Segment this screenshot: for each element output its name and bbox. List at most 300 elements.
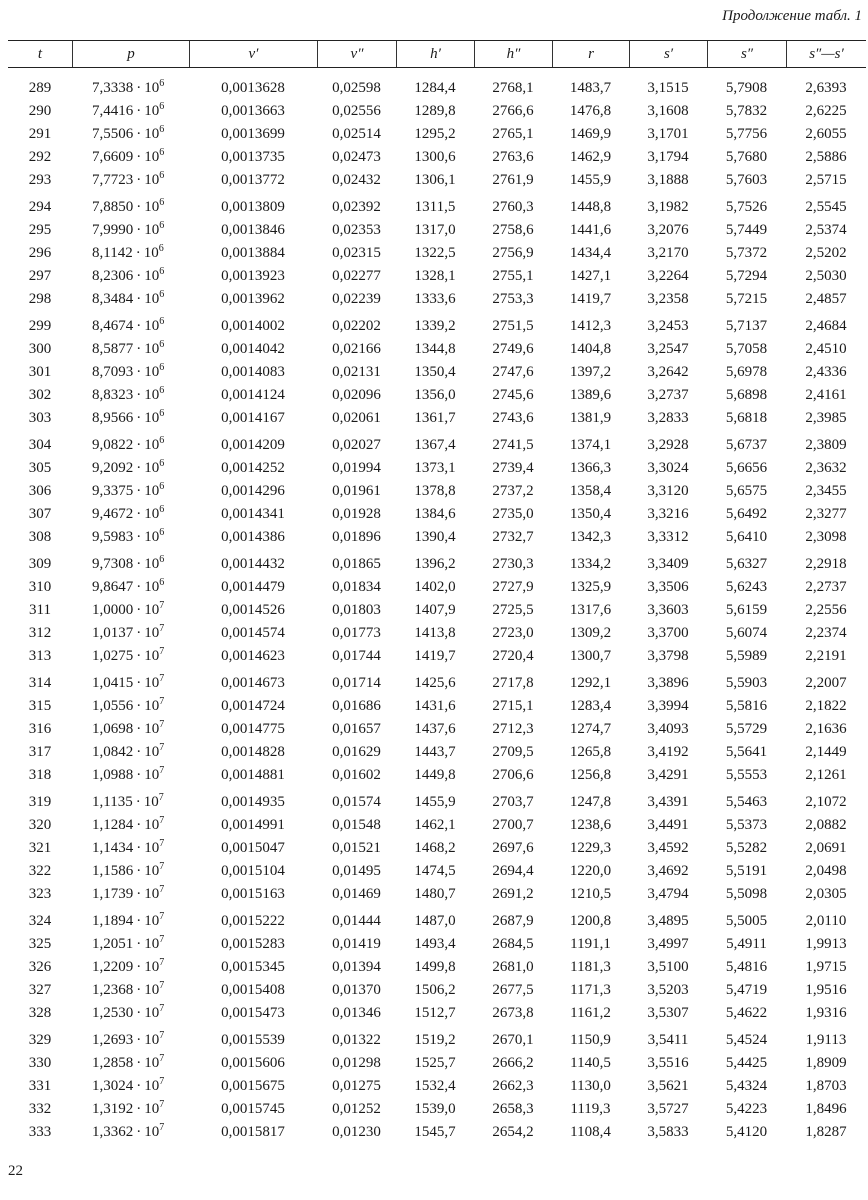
pressure-exponent: 7 bbox=[159, 742, 165, 754]
table-row bbox=[8, 764, 866, 787]
cell-t: 329 bbox=[28, 1032, 52, 1048]
cell-s2: 5,6656 bbox=[725, 460, 768, 477]
cell-v1: 0,0014002 bbox=[221, 318, 285, 334]
pressure-mantissa: 8,1142 bbox=[92, 245, 133, 262]
cell-h1: 1361,7 bbox=[414, 410, 456, 427]
cell-h2: 2700,7 bbox=[492, 817, 534, 834]
cell-r: 1265,8 bbox=[569, 744, 612, 761]
cell-t: 324 bbox=[28, 913, 52, 929]
table-row bbox=[8, 196, 866, 219]
cell-p: $9,2092 \cdot 10^6$ bbox=[92, 458, 165, 477]
cell-p: $1,1586 \cdot 10^7$ bbox=[92, 861, 165, 880]
cell-h1: 1373,1 bbox=[414, 460, 456, 477]
table-row bbox=[8, 1029, 866, 1052]
cell-v2: 0,01803 bbox=[332, 602, 381, 619]
cell-h2: 2691,2 bbox=[492, 886, 534, 903]
cell-r: 1210,5 bbox=[569, 886, 612, 903]
table-row bbox=[8, 599, 866, 622]
cell-v1: 0,0013772 bbox=[221, 172, 285, 189]
cell-s2: 5,5191 bbox=[725, 863, 768, 880]
cell-h1: 1306,1 bbox=[414, 172, 456, 189]
row-group bbox=[8, 196, 866, 311]
cell-v1: 0,0014724 bbox=[221, 698, 285, 715]
cell-h1: 1396,2 bbox=[414, 556, 456, 572]
pressure-mantissa: 8,9566 bbox=[92, 410, 134, 427]
cell-h1: 1449,8 bbox=[414, 767, 456, 784]
cell-v2: 0,01896 bbox=[332, 529, 381, 546]
cell-s2: 5,5373 bbox=[725, 817, 768, 834]
cell-s1: 3,2358 bbox=[647, 291, 689, 308]
cell-v1: 0,0013962 bbox=[221, 291, 285, 308]
column-header-s1: s′ bbox=[629, 41, 707, 67]
cell-t: 289 bbox=[28, 80, 52, 96]
cell-v1: 0,0014083 bbox=[221, 364, 285, 381]
cell-h2: 2694,4 bbox=[492, 863, 534, 880]
column-header-p: p bbox=[72, 41, 189, 67]
table-row bbox=[8, 718, 866, 741]
cell-r: 1483,7 bbox=[569, 80, 612, 96]
pressure-mantissa: 1,3362 bbox=[92, 1124, 134, 1141]
pressure-exponent: 6 bbox=[159, 554, 165, 565]
cell-v2: 0,01714 bbox=[332, 675, 381, 691]
table-row bbox=[8, 1002, 866, 1025]
cell-h2: 2697,6 bbox=[492, 840, 534, 857]
table-row bbox=[8, 315, 866, 338]
pressure-exponent: 6 bbox=[159, 220, 165, 232]
cell-h1: 1311,5 bbox=[414, 199, 456, 215]
pressure-mantissa: 9,8647 bbox=[92, 579, 134, 596]
cell-s1: 3,4997 bbox=[647, 936, 689, 953]
cell-v2: 0,02315 bbox=[332, 245, 381, 262]
cell-s1: 3,3312 bbox=[647, 529, 689, 546]
cell-p: $8,1142 \cdot 10^6$ bbox=[92, 243, 164, 262]
cell-s2: 5,4223 bbox=[725, 1101, 768, 1118]
cell-v2: 0,01394 bbox=[332, 959, 381, 976]
cell-h1: 1295,2 bbox=[414, 126, 456, 143]
cell-v2: 0,01444 bbox=[332, 913, 381, 929]
cell-t: 311 bbox=[29, 602, 51, 619]
row-group bbox=[8, 910, 866, 1025]
cell-h2: 2755,1 bbox=[492, 268, 534, 285]
table-row bbox=[8, 384, 866, 407]
pressure-mantissa: 1,2051 bbox=[92, 936, 134, 953]
cell-s1: 3,3603 bbox=[647, 602, 689, 619]
cell-v1: 0,0014479 bbox=[221, 579, 285, 596]
table-row bbox=[8, 791, 866, 814]
table-header bbox=[8, 40, 866, 68]
cell-v2: 0,01928 bbox=[332, 506, 381, 523]
cell-h1: 1378,8 bbox=[414, 483, 456, 500]
pressure-mantissa: 1,0000 bbox=[92, 602, 134, 619]
cell-p: $1,1739 \cdot 10^7$ bbox=[92, 884, 165, 903]
cell-t: 315 bbox=[28, 698, 52, 715]
pressure-mantissa: 7,9990 bbox=[92, 222, 134, 239]
pressure-exponent: 7 bbox=[159, 646, 165, 658]
cell-r: 1342,3 bbox=[569, 529, 612, 546]
cell-p: $1,0842 \cdot 10^7$ bbox=[92, 742, 165, 761]
cell-h2: 2758,6 bbox=[492, 222, 534, 239]
cell-v1: 0,0014252 bbox=[221, 460, 285, 477]
pressure-exponent: 7 bbox=[159, 957, 165, 969]
table-row bbox=[8, 242, 866, 265]
cell-v2: 0,02556 bbox=[332, 103, 381, 120]
pressure-exponent: 6 bbox=[159, 197, 165, 208]
cell-p: $8,9566 \cdot 10^6$ bbox=[92, 408, 165, 427]
cell-h1: 1493,4 bbox=[414, 936, 456, 953]
cell-p: $9,7308 \cdot 10^6$ bbox=[92, 554, 165, 572]
pressure-exponent: 7 bbox=[159, 884, 165, 896]
cell-p: $9,0822 \cdot 10^6$ bbox=[92, 435, 165, 453]
cell-s2: 5,7215 bbox=[725, 291, 768, 308]
cell-ds: 2,5715 bbox=[805, 172, 847, 189]
cell-v2: 0,02353 bbox=[332, 222, 381, 239]
cell-r: 1274,7 bbox=[569, 721, 612, 738]
cell-t: 310 bbox=[28, 579, 52, 596]
cell-t: 297 bbox=[28, 268, 52, 285]
table-row bbox=[8, 645, 866, 668]
row-group bbox=[8, 553, 866, 668]
cell-t: 293 bbox=[28, 172, 52, 189]
cell-ds: 2,3632 bbox=[805, 460, 847, 477]
cell-s2: 5,7058 bbox=[725, 341, 768, 358]
pressure-exponent: 7 bbox=[159, 600, 165, 612]
cell-s1: 3,1888 bbox=[647, 172, 689, 189]
pressure-mantissa: 1,0415 bbox=[92, 675, 134, 691]
cell-h2: 2749,6 bbox=[492, 341, 534, 358]
cell-h2: 2765,1 bbox=[492, 126, 534, 143]
cell-p: $8,7093 \cdot 10^6$ bbox=[92, 362, 165, 381]
cell-r: 1108,4 bbox=[570, 1124, 611, 1141]
cell-s1: 3,1515 bbox=[647, 80, 689, 96]
cell-t: 321 bbox=[28, 840, 52, 857]
cell-v2: 0,01744 bbox=[332, 648, 381, 665]
cell-r: 1325,9 bbox=[569, 579, 612, 596]
cell-h2: 2756,9 bbox=[492, 245, 534, 262]
cell-p: $8,5877 \cdot 10^6$ bbox=[92, 339, 165, 358]
table-row bbox=[8, 265, 866, 288]
cell-v1: 0,0015745 bbox=[221, 1101, 285, 1118]
cell-r: 1119,3 bbox=[570, 1101, 611, 1118]
cell-s1: 3,4491 bbox=[647, 817, 689, 834]
pressure-exponent: 6 bbox=[159, 527, 165, 539]
cell-s2: 5,6074 bbox=[725, 625, 768, 642]
cell-t: 306 bbox=[28, 483, 52, 500]
cell-v1: 0,0015047 bbox=[221, 840, 285, 857]
cell-h2: 2727,9 bbox=[492, 579, 534, 596]
table-row bbox=[8, 169, 866, 192]
pressure-mantissa: 1,0698 bbox=[92, 721, 134, 738]
cell-p: $1,0275 \cdot 10^7$ bbox=[92, 646, 165, 665]
cell-v2: 0,01346 bbox=[332, 1005, 381, 1022]
cell-v2: 0,01298 bbox=[332, 1055, 381, 1072]
cell-h2: 2709,5 bbox=[492, 744, 534, 761]
cell-s2: 5,6978 bbox=[725, 364, 768, 381]
cell-h2: 2747,6 bbox=[492, 364, 534, 381]
pressure-mantissa: 8,4674 bbox=[92, 318, 134, 334]
cell-v1: 0,0014386 bbox=[221, 529, 285, 546]
cell-v2: 0,01961 bbox=[332, 483, 381, 500]
pressure-mantissa: 1,0842 bbox=[92, 744, 134, 761]
cell-ds: 2,4161 bbox=[805, 387, 847, 404]
cell-h1: 1317,0 bbox=[414, 222, 456, 239]
cell-s2: 5,5641 bbox=[725, 744, 768, 761]
cell-p: $7,3338 \cdot 10^6$ bbox=[92, 78, 165, 96]
table-row bbox=[8, 480, 866, 503]
cell-t: 330 bbox=[28, 1055, 52, 1072]
cell-v2: 0,02392 bbox=[332, 199, 381, 215]
cell-s2: 5,5903 bbox=[725, 675, 768, 691]
cell-s1: 3,5727 bbox=[647, 1101, 689, 1118]
cell-v1: 0,0014574 bbox=[221, 625, 285, 642]
cell-v2: 0,01602 bbox=[332, 767, 381, 784]
cell-r: 1389,6 bbox=[569, 387, 612, 404]
cell-ds: 2,2007 bbox=[805, 675, 847, 691]
cell-ds: 2,0691 bbox=[805, 840, 847, 857]
cell-ds: 2,3809 bbox=[805, 437, 847, 453]
cell-t: 300 bbox=[28, 341, 52, 358]
pressure-exponent: 6 bbox=[159, 147, 165, 159]
cell-r: 1366,3 bbox=[569, 460, 612, 477]
cell-s1: 3,3409 bbox=[647, 556, 689, 572]
cell-v1: 0,0015817 bbox=[221, 1124, 285, 1141]
cell-p: $1,2368 \cdot 10^7$ bbox=[92, 980, 165, 999]
cell-t: 326 bbox=[28, 959, 52, 976]
cell-s1: 3,5516 bbox=[647, 1055, 689, 1072]
cell-h2: 2768,1 bbox=[492, 80, 534, 96]
pressure-exponent: 7 bbox=[159, 765, 165, 777]
cell-s1: 3,3994 bbox=[647, 698, 689, 715]
table-caption: Продолжение табл. 1 bbox=[722, 8, 862, 24]
cell-v1: 0,0014828 bbox=[221, 744, 285, 761]
pressure-mantissa: 1,3192 bbox=[92, 1101, 134, 1118]
pressure-mantissa: 7,7723 bbox=[92, 172, 134, 189]
cell-h2: 2763,6 bbox=[492, 149, 534, 166]
pressure-mantissa: 1,0556 bbox=[92, 698, 134, 715]
cell-s2: 5,4425 bbox=[725, 1055, 768, 1072]
cell-p: $1,0000 \cdot 10^7$ bbox=[92, 600, 165, 619]
cell-h1: 1462,1 bbox=[414, 817, 456, 834]
cell-ds: 1,9913 bbox=[805, 936, 847, 953]
cell-p: $7,7723 \cdot 10^6$ bbox=[92, 170, 165, 189]
cell-h1: 1425,6 bbox=[414, 675, 456, 691]
cell-s2: 5,4324 bbox=[725, 1078, 768, 1095]
cell-ds: 2,2918 bbox=[805, 556, 847, 572]
cell-h2: 2658,3 bbox=[492, 1101, 534, 1118]
cell-r: 1247,8 bbox=[569, 794, 612, 810]
cell-ds: 2,1072 bbox=[805, 794, 847, 810]
cell-ds: 2,5886 bbox=[805, 149, 847, 166]
cell-h1: 1468,2 bbox=[414, 840, 456, 857]
pressure-mantissa: 1,1894 bbox=[92, 913, 134, 929]
cell-s1: 3,5203 bbox=[647, 982, 689, 999]
cell-v1: 0,0013923 bbox=[221, 268, 285, 285]
pressure-mantissa: 1,2209 bbox=[92, 959, 134, 976]
cell-h2: 2739,4 bbox=[492, 460, 534, 477]
cell-ds: 1,9113 bbox=[805, 1032, 847, 1048]
cell-v1: 0,0014935 bbox=[221, 794, 285, 810]
row-group bbox=[8, 315, 866, 430]
cell-v1: 0,0014432 bbox=[221, 556, 285, 572]
cell-h1: 1344,8 bbox=[414, 341, 456, 358]
cell-ds: 1,9516 bbox=[805, 982, 847, 999]
cell-h2: 2715,1 bbox=[492, 698, 534, 715]
cell-p: $1,1135 \cdot 10^7$ bbox=[92, 792, 164, 810]
pressure-exponent: 7 bbox=[159, 934, 165, 946]
cell-v1: 0,0014209 bbox=[221, 437, 285, 453]
pressure-exponent: 7 bbox=[159, 1053, 165, 1065]
cell-t: 325 bbox=[28, 936, 52, 953]
cell-s1: 3,4794 bbox=[647, 886, 689, 903]
pressure-mantissa: 1,2858 bbox=[92, 1055, 134, 1072]
cell-s1: 3,2170 bbox=[647, 245, 689, 262]
cell-r: 1334,2 bbox=[569, 556, 612, 572]
cell-s2: 5,6737 bbox=[725, 437, 768, 453]
cell-s1: 3,2642 bbox=[647, 364, 689, 381]
cell-h1: 1402,0 bbox=[414, 579, 456, 596]
cell-s2: 5,5005 bbox=[725, 913, 768, 929]
cell-p: $8,8323 \cdot 10^6$ bbox=[92, 385, 165, 404]
cell-r: 1229,3 bbox=[569, 840, 612, 857]
cell-p: $1,2051 \cdot 10^7$ bbox=[92, 934, 165, 953]
table-row bbox=[8, 219, 866, 242]
cell-t: 316 bbox=[28, 721, 52, 738]
cell-h2: 2745,6 bbox=[492, 387, 534, 404]
cell-s1: 3,2737 bbox=[647, 387, 689, 404]
pressure-mantissa: 8,3484 bbox=[92, 291, 134, 308]
cell-h2: 2666,2 bbox=[492, 1055, 534, 1072]
pressure-exponent: 6 bbox=[159, 289, 165, 301]
cell-s1: 3,3798 bbox=[647, 648, 689, 665]
cell-h2: 2677,5 bbox=[492, 982, 534, 999]
cell-ds: 2,2374 bbox=[805, 625, 847, 642]
cell-r: 1161,2 bbox=[570, 1005, 611, 1022]
cell-h1: 1545,7 bbox=[414, 1124, 456, 1141]
cell-v2: 0,01495 bbox=[332, 863, 381, 880]
cell-s1: 3,3700 bbox=[647, 625, 689, 642]
cell-v2: 0,01865 bbox=[332, 556, 381, 572]
cell-h1: 1437,6 bbox=[414, 721, 456, 738]
pressure-exponent: 7 bbox=[159, 1099, 165, 1111]
cell-s1: 3,4895 bbox=[647, 913, 689, 929]
cell-ds: 2,0498 bbox=[805, 863, 847, 880]
cell-t: 323 bbox=[28, 886, 52, 903]
cell-r: 1412,3 bbox=[569, 318, 612, 334]
pressure-mantissa: 8,7093 bbox=[92, 364, 134, 381]
cell-v2: 0,01574 bbox=[332, 794, 381, 810]
cell-h2: 2681,0 bbox=[492, 959, 534, 976]
cell-v1: 0,0015408 bbox=[221, 982, 285, 999]
cell-p: $7,6609 \cdot 10^6$ bbox=[92, 147, 165, 166]
cell-ds: 2,5545 bbox=[805, 199, 847, 215]
cell-ds: 2,4510 bbox=[805, 341, 847, 358]
cell-h1: 1443,7 bbox=[414, 744, 456, 761]
cell-s2: 5,7137 bbox=[725, 318, 768, 334]
pressure-mantissa: 1,2368 bbox=[92, 982, 134, 999]
cell-s1: 3,5411 bbox=[647, 1032, 689, 1048]
cell-h1: 1455,9 bbox=[414, 794, 456, 810]
cell-h2: 2741,5 bbox=[492, 437, 534, 453]
pressure-exponent: 6 bbox=[159, 339, 165, 351]
cell-p: $9,5983 \cdot 10^6$ bbox=[92, 527, 165, 546]
cell-ds: 2,4857 bbox=[805, 291, 847, 308]
cell-h2: 2735,0 bbox=[492, 506, 534, 523]
cell-t: 294 bbox=[28, 199, 52, 215]
pressure-mantissa: 1,1434 bbox=[92, 840, 134, 857]
pressure-mantissa: 1,0275 bbox=[92, 648, 134, 665]
cell-r: 1455,9 bbox=[569, 172, 612, 189]
cell-v2: 0,01275 bbox=[332, 1078, 381, 1095]
cell-r: 1469,9 bbox=[569, 126, 612, 143]
cell-v1: 0,0014526 bbox=[221, 602, 285, 619]
cell-s2: 5,4524 bbox=[725, 1032, 768, 1048]
cell-v1: 0,0014881 bbox=[221, 767, 285, 784]
pressure-exponent: 7 bbox=[159, 980, 165, 992]
cell-ds: 1,8496 bbox=[805, 1101, 847, 1118]
cell-ds: 2,4336 bbox=[805, 364, 847, 381]
cell-r: 1381,9 bbox=[569, 410, 612, 427]
table-row bbox=[8, 695, 866, 718]
cell-s1: 3,3506 bbox=[647, 579, 689, 596]
cell-p: $8,4674 \cdot 10^6$ bbox=[92, 316, 165, 334]
cell-t: 322 bbox=[28, 863, 52, 880]
cell-r: 1181,3 bbox=[570, 959, 611, 976]
cell-s1: 3,3024 bbox=[647, 460, 689, 477]
cell-h1: 1350,4 bbox=[414, 364, 456, 381]
cell-s2: 5,7756 bbox=[725, 126, 768, 143]
table-row bbox=[8, 741, 866, 764]
cell-t: 291 bbox=[28, 126, 52, 143]
cell-ds: 2,4684 bbox=[805, 318, 847, 334]
cell-s1: 3,5621 bbox=[647, 1078, 689, 1095]
cell-ds: 1,9316 bbox=[805, 1005, 847, 1022]
cell-r: 1374,1 bbox=[569, 437, 612, 453]
cell-h1: 1512,7 bbox=[414, 1005, 456, 1022]
cell-v2: 0,02277 bbox=[332, 268, 381, 285]
page-number: 22 bbox=[8, 1163, 23, 1179]
cell-h1: 1519,2 bbox=[414, 1032, 456, 1048]
cell-h1: 1539,0 bbox=[414, 1101, 456, 1118]
cell-h1: 1356,0 bbox=[414, 387, 456, 404]
cell-h2: 2654,2 bbox=[492, 1124, 534, 1141]
cell-v2: 0,02027 bbox=[332, 437, 381, 453]
cell-ds: 2,2556 bbox=[805, 602, 847, 619]
cell-v1: 0,0015163 bbox=[221, 886, 285, 903]
cell-s2: 5,7294 bbox=[725, 268, 768, 285]
cell-p: $7,9990 \cdot 10^6$ bbox=[92, 220, 165, 239]
pressure-mantissa: 1,3024 bbox=[92, 1078, 134, 1095]
cell-v1: 0,0015283 bbox=[221, 936, 285, 953]
cell-t: 307 bbox=[28, 506, 52, 523]
cell-r: 1419,7 bbox=[569, 291, 612, 308]
cell-s2: 5,5463 bbox=[725, 794, 768, 810]
cell-v2: 0,01252 bbox=[332, 1101, 381, 1118]
cell-v1: 0,0014991 bbox=[221, 817, 285, 834]
cell-v1: 0,0015345 bbox=[221, 959, 285, 976]
cell-t: 301 bbox=[28, 364, 52, 381]
cell-s2: 5,6243 bbox=[725, 579, 768, 596]
cell-ds: 1,8287 bbox=[805, 1124, 847, 1141]
cell-r: 1317,6 bbox=[569, 602, 612, 619]
cell-h1: 1339,2 bbox=[414, 318, 456, 334]
cell-ds: 2,3985 bbox=[805, 410, 847, 427]
cell-ds: 2,6055 bbox=[805, 126, 847, 143]
row-group bbox=[8, 77, 866, 192]
column-header-s2: s″ bbox=[707, 41, 786, 67]
cell-s2: 5,4120 bbox=[725, 1124, 768, 1141]
table-row bbox=[8, 979, 866, 1002]
cell-h2: 2720,4 bbox=[492, 648, 534, 665]
cell-h1: 1532,4 bbox=[414, 1078, 456, 1095]
